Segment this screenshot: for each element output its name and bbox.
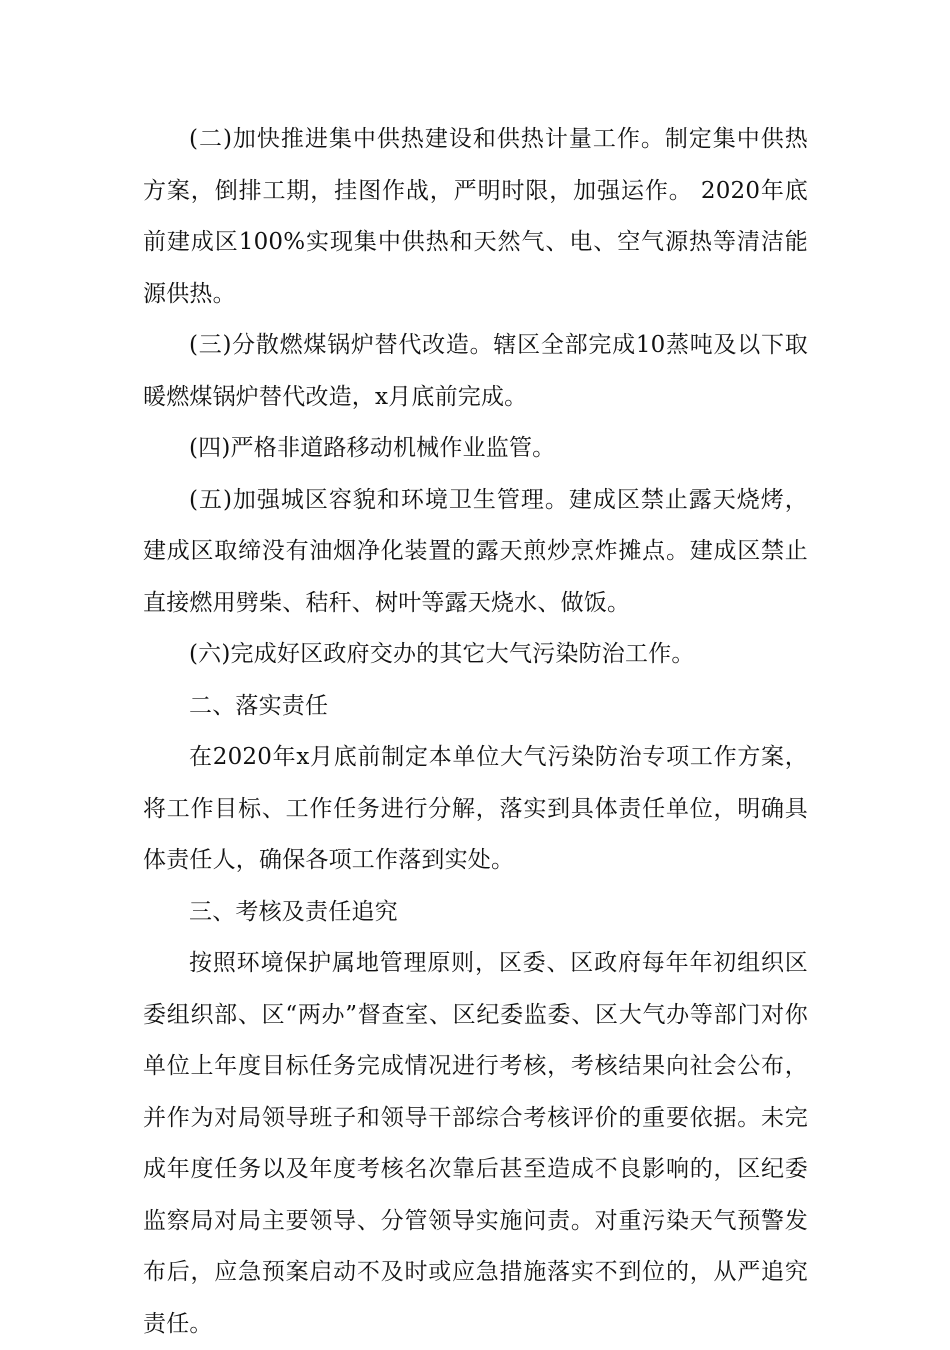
paragraph-assessment: 按照环境保护属地管理原则，区委、区政府每年年初组织区委组织部、区“两办”督查室、区纪委监委、区大气办等部门对你单位上年度目标任务完成情况进行考核，考核结果向社会公布，并作为对局领导班子和领导干部综合考核评价的重要依据。未完成年度任务以及年度考核名次靠后甚至造成不良影响的，区纪委监察局对局主要领导、分管领导实施问责。对重污染天气预警发布后，应急预案启动不及时或应急措施落实不到位的，从严追究责任。	[143, 950, 808, 1337]
paragraph-heating: (二)加快推进集中供热建设和供热计量工作。制定集中供热方案，倒排工期，挂图作战，严明时限，加强运作。 2020年底前建成区100%实现集中供热和天然气、电、空气源热等清洁能源供热。	[143, 126, 808, 307]
paragraph-machinery: (四)严格非道路移动机械作业监管。	[189, 435, 556, 461]
paragraph-sanitation: (五)加强城区容貌和环境卫生管理。建成区禁止露天烧烤，建成区取缔没有油烟净化装置的露天煎炒烹炸摊点。建成区禁止直接燃用劈柴、秸秆、树叶等露天烧水、做饭。	[143, 486, 808, 616]
document-body	[143, 114, 808, 1350]
paragraph-boiler: (三)分散燃煤锅炉替代改造。辖区全部完成10蒸吨及以下取暖燃煤锅炉替代改造，x月底前完成。	[143, 332, 808, 410]
paragraph-responsibility: 在2020年x月底前制定本单位大气污染防治专项工作方案，将工作目标、工作任务进行分解，落实到具体责任单位，明确具体责任人，确保各项工作落到实处。	[143, 744, 808, 873]
paragraph-other-work: (六)完成好区政府交办的其它大气污染防治工作。	[189, 641, 695, 667]
section-heading-responsibility: 二、落实责任	[189, 692, 329, 719]
section-heading-assessment: 三、考核及责任追究	[189, 898, 398, 925]
